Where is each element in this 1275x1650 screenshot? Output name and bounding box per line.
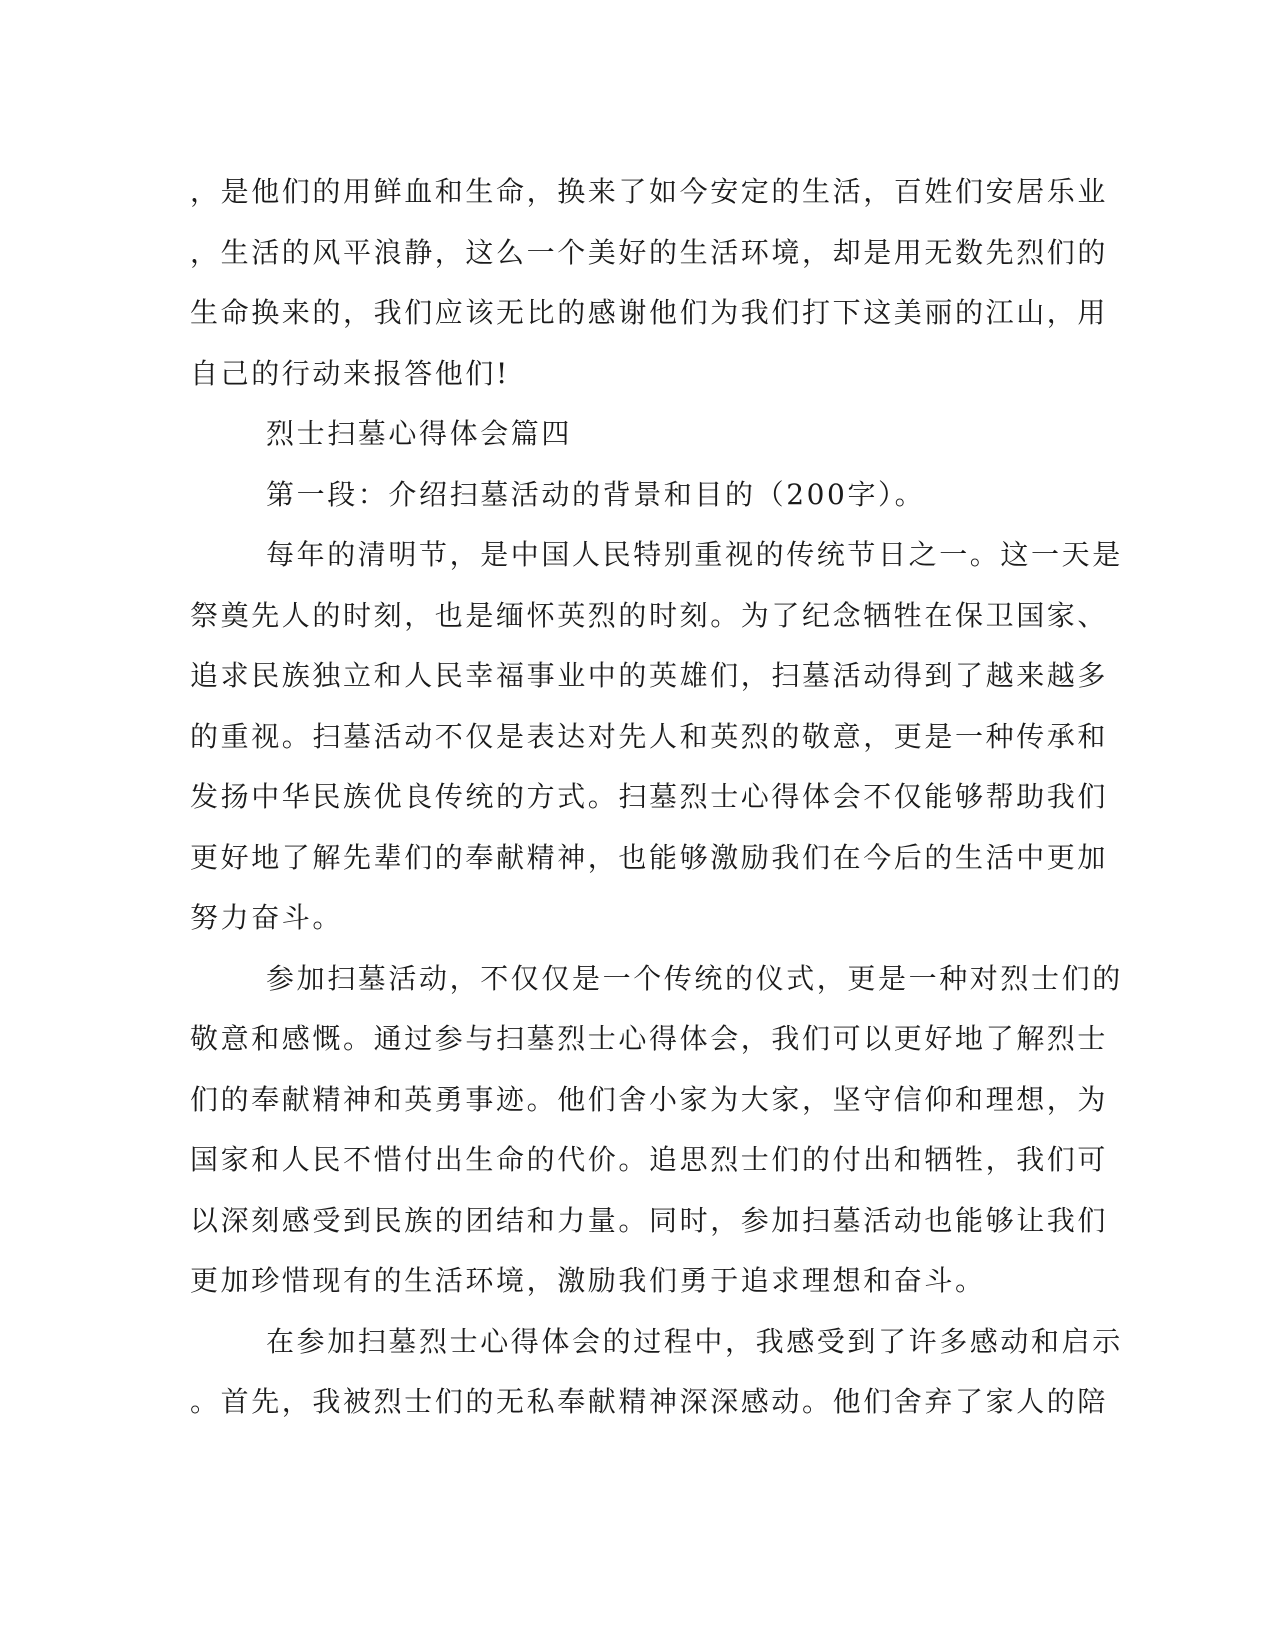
text-line: 参加扫墓活动，不仅仅是一个传统的仪式，更是一种对烈士们的 xyxy=(266,961,1123,995)
text-line: 每年的清明节，是中国人民特别重视的传统节日之一。这一天是 xyxy=(266,538,1123,571)
text-line: 以深刻感受到民族的团结和力量。同时，参加扫墓活动也能够让我们 xyxy=(190,1203,1109,1237)
text-line: 在参加扫墓烈士心得体会的过程中，我感受到了许多感动和启示 xyxy=(266,1324,1123,1358)
text-line: 努力奋斗。 xyxy=(190,901,344,934)
text-line: 们的奉献精神和英勇事迹。他们舍小家为大家，坚守信仰和理想，为 xyxy=(190,1082,1109,1116)
text-line: 敬意和感慨。通过参与扫墓烈士心得体会，我们可以更好地了解烈士 xyxy=(190,1022,1109,1055)
text-line: 生命换来的，我们应该无比的感谢他们为我们打下这美丽的江山，用 xyxy=(190,296,1109,329)
document-body xyxy=(190,162,1123,1433)
text-line: 更加珍惜现有的生活环境，激励我们勇于追求理想和奋斗。 xyxy=(190,1264,986,1297)
text-line: ，是他们的用鲜血和生命，换来了如今安定的生活，百姓们安居乐业 xyxy=(190,175,1109,208)
text-line: 祭奠先人的时刻，也是缅怀英烈的时刻。为了纪念牺牲在保卫国家、 xyxy=(190,598,1109,632)
text-line: 发扬中华民族优良传统的方式。扫墓烈士心得体会不仅能够帮助我们 xyxy=(190,780,1109,813)
text-line: 的重视。扫墓活动不仅是表达对先人和英烈的敬意，更是一种传承和 xyxy=(190,719,1109,753)
text-line: 。首先，我被烈士们的无私奉献精神深深感动。他们舍弃了家人的陪 xyxy=(190,1385,1109,1418)
text-line: 国家和人民不惜付出生命的代价。追思烈士们的付出和牺牲，我们可 xyxy=(190,1143,1109,1176)
text-line: 自己的行动来报答他们! xyxy=(190,356,510,390)
section-heading: 烈士扫墓心得体会篇四 xyxy=(266,417,573,450)
text-line: 追求民族独立和人民幸福事业中的英雄们，扫墓活动得到了越来越多 xyxy=(190,659,1109,692)
text-line: 更好地了解先辈们的奉献精神，也能够激励我们在今后的生活中更加 xyxy=(190,840,1109,874)
paragraph-subheading: 第一段：介绍扫墓活动的背景和目的（200字）。 xyxy=(266,477,926,511)
text-line: ，生活的风平浪静，这么一个美好的生活环境，却是用无数先烈们的 xyxy=(190,235,1109,269)
